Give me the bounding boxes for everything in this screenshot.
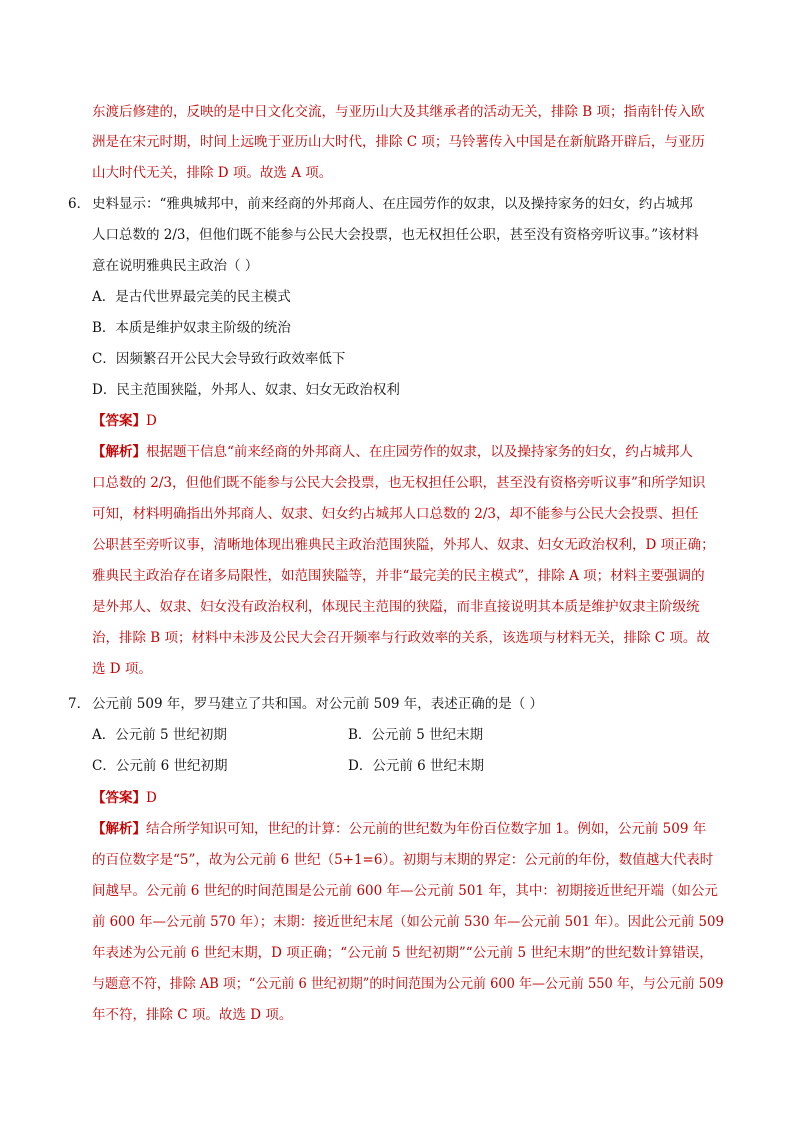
question-6-stem-line: 史料显示：“雅典城邦中，前来经商的外邦商人、在庄园劳作的奴隶，以及操持家务的妇女，约占城邦 — [92, 196, 693, 212]
question-7-analysis-first — [92, 820, 706, 838]
question-7-analysis-line: 前 600 年—公元前 570 年）；末期：接近世纪末尾（如公元前 530 年—公元前 501 年）。因此公元前 509 — [92, 914, 724, 930]
question-6-option-b: B．本质是维护奴隶主阶级的统治 — [92, 320, 291, 336]
question-7-analysis-line: 的百位数字是“5”，故为公元前 6 世纪（5+1=6）。初期与末期的界定：公元前的年份，数值越大代表时 — [92, 852, 714, 868]
answer-tag: 【答案】 — [92, 790, 146, 806]
question-7-stem-line: 公元前 509 年，罗马建立了共和国。对公元前 509 年，表述正确的是（ ） — [92, 696, 543, 712]
analysis-tag: 【解析】 — [92, 821, 146, 837]
question-7-option-b: B．公元前 5 世纪末期 — [348, 727, 484, 743]
question-6-number: 6． — [68, 196, 91, 212]
answer-value: D — [146, 413, 157, 429]
question-7-analysis-line: 间越早。公元前 6 世纪的时间范围是公元前 600 年—公元前 501 年，其中：初期接近世纪开端（如公元 — [92, 883, 718, 899]
question-7-analysis-line: 年不符，排除 C 项。故选 D 项。 — [92, 1007, 293, 1023]
analysis-tag: 【解析】 — [92, 444, 146, 460]
question-6-analysis-first — [92, 443, 693, 461]
question-6-option-a: A．是古代世界最完美的民主模式 — [92, 289, 291, 305]
question-6-analysis-line: 治，排除 B 项；材料中未涉及公民大会召开频率与行政效率的关系，该选项与材料无关，排除 C 项。故 — [92, 630, 710, 646]
question-6-analysis-line: 口总数的 2/3，但他们既不能参与公民大会投票，也无权担任公职，甚至没有资格旁听议事”和所学知识 — [92, 475, 706, 491]
question-6-answer — [92, 412, 157, 430]
prev-explanation-line: 东渡后修建的，反映的是中日文化交流，与亚历山大及其继承者的活动无关，排除 B 项；指南针传入欧 — [92, 104, 705, 120]
answer-value: D — [146, 790, 157, 806]
question-7-analysis-line: 年表述为公元前 6 世纪末期，D 项正确；“公元前 5 世纪初期”“公元前 5 世纪末期”的世纪数计算错误， — [92, 945, 713, 961]
question-7-option-d: D．公元前 6 世纪末期 — [348, 758, 484, 774]
prev-explanation-line: 洲是在宋元时期，时间上远晚于亚历山大时代，排除 C 项；马铃薯传入中国是在新航路开辟后，与亚历 — [92, 134, 705, 150]
question-6-analysis-line: 是外邦人、奴隶、妇女没有政治权利，体现民主范围的狭隘，而非直接说明其本质是维护奴隶主阶级统 — [92, 599, 700, 615]
question-6-analysis-line: 可知，材料明确指出外邦商人、奴隶、妇女约占城邦人口总数的 2/3，却不能参与公民大会投票、担任 — [92, 506, 699, 522]
question-6-option-c: C．因频繁召开公民大会导致行政效率低下 — [92, 351, 346, 367]
question-7-option-c: C．公元前 6 世纪初期 — [92, 758, 228, 774]
question-6-stem-line: 意在说明雅典民主政治（ ） — [92, 258, 259, 274]
question-6-option-d: D．民主范围狭隘，外邦人、奴隶、妇女无政治权利 — [92, 382, 400, 398]
question-7-answer — [92, 789, 157, 807]
question-6-analysis-line: 雅典民主政治存在诸多局限性，如范围狭隘等，并非“最完美的民主模式”，排除 A 项；材料主要强调的 — [92, 568, 705, 584]
analysis-text: 根据题干信息“前来经商的外邦商人、在庄园劳作的奴隶，以及操持家务的妇女，约占城邦人 — [146, 444, 693, 460]
question-7-number: 7． — [68, 696, 91, 712]
question-6-analysis-line: 公职甚至旁听议事，清晰地体现出雅典民主政治范围狭隘，外邦人、奴隶、妇女无政治权利，D 项正确； — [92, 537, 715, 553]
question-7-analysis-line: 与题意不符，排除 AB 项；“公元前 6 世纪初期”的时间范围为公元前 600 年—公元前 550 年，与公元前 509 — [92, 976, 724, 992]
prev-explanation-line: 山大时代无关，排除 D 项。故选 A 项。 — [92, 165, 333, 181]
question-6-analysis-line: 选 D 项。 — [92, 661, 152, 677]
question-6-stem-line: 人口总数的 2/3，但他们既不能参与公民大会投票，也无权担任公职，甚至没有资格旁听议事。”该材料 — [92, 227, 699, 243]
analysis-text: 结合所学知识可知，世纪的计算：公元前的世纪数为年份百位数字加 1。例如，公元前 509 年 — [146, 821, 707, 837]
answer-tag: 【答案】 — [92, 413, 146, 429]
question-7-option-a: A．公元前 5 世纪初期 — [92, 727, 227, 743]
